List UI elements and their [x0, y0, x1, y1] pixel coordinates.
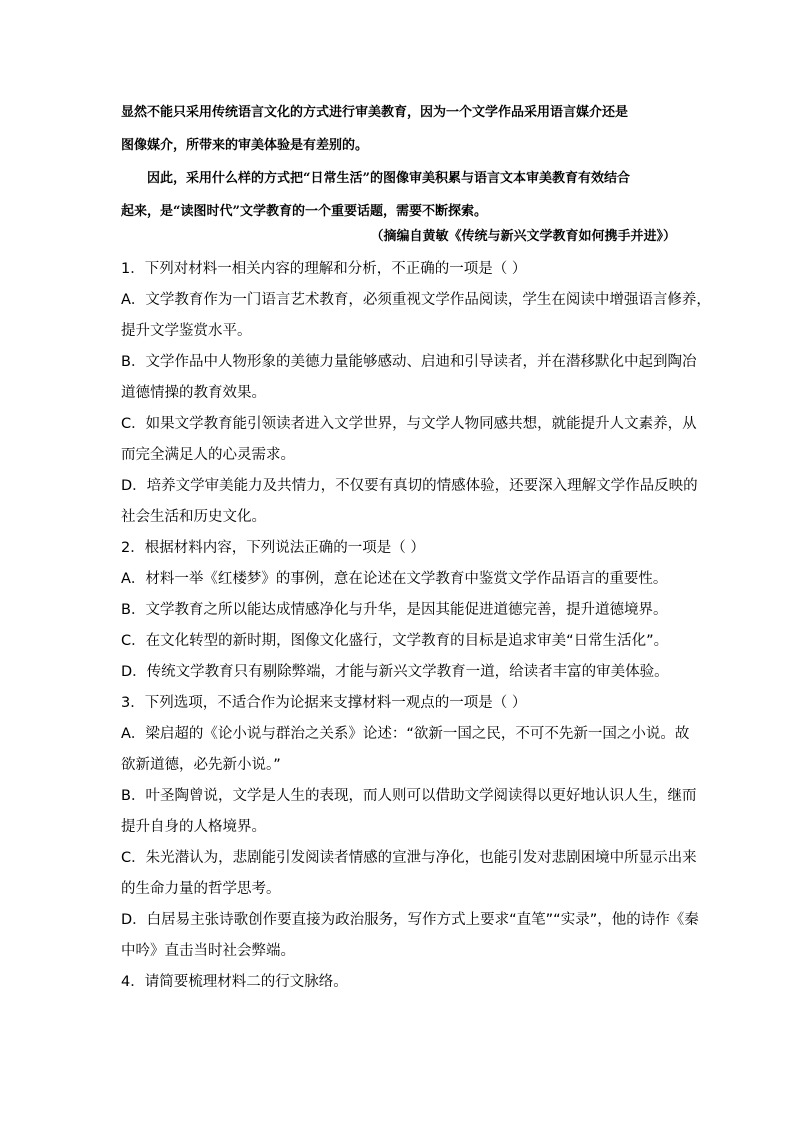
option-c-continued: 而完全满足人的心灵需求。	[121, 447, 295, 463]
option-d: D．培养文学审美能力及共情力，不仅要有真切的情感体验，还要深入理解文学作品反映的	[121, 478, 698, 494]
option-d: D．传统文学教育只有剔除弊端，才能与新兴文学教育一道，给读者丰富的审美体验。	[121, 664, 669, 680]
option-a: A．梁启超的《论小说与群治之关系》论述：“欲新一国之民，不可不先新一国之小说。故	[121, 726, 690, 742]
question-stem: 1．下列对材料一相关内容的理解和分析，不正确的一项是（ ）	[121, 261, 527, 277]
question-1	[121, 254, 711, 533]
option-b-continued: 道德情操的教育效果。	[121, 385, 266, 401]
material-line: 图像媒介，所带来的审美体验是有差别的。	[121, 138, 369, 153]
option-c-continued: 的生命力量的哲学思考。	[121, 881, 281, 897]
material-line: 显然不能只采用传统语言文化的方式进行审美教育，因为一个文学作品采用语言媒介还是	[121, 105, 629, 120]
option-d-continued: 社会生活和历史文化。	[121, 509, 266, 525]
option-d: D．白居易主张诗歌创作要直接为政治服务，写作方式上要求“直笔”“实录”，他的诗作《秦	[121, 912, 699, 928]
material-text-block	[121, 96, 681, 228]
question-stem: 3．下列选项，不适合作为论据来支撑材料一观点的一项是（ ）	[121, 695, 527, 711]
option-c: C．朱光潜认为，悲剧能引发阅读者情感的宣泄与净化，也能引发对悲剧困境中所显示出来	[121, 850, 697, 866]
option-c: C．在文化转型的新时期，图像文化盛行，文学教育的目标是追求审美“日常生活化”。	[121, 633, 669, 649]
material-source-citation: （摘编自黄敏《传统与新兴文学教育如何携手并进》）	[370, 229, 676, 244]
material-line: 起来，是“读图时代”文学教育的一个重要话题，需要不断探索。	[121, 204, 487, 219]
option-b: B．文学作品中人物形象的美德力量能够感动、启迪和引导读者，并在潜移默化中起到陶冶	[121, 354, 697, 370]
question-stem: 2．根据材料内容，下列说法正确的一项是（ ）	[121, 540, 425, 556]
question-2	[121, 533, 681, 688]
option-a-continued: 欲新道德，必先新小说。”	[121, 757, 281, 773]
question-4	[121, 967, 681, 998]
option-b: B．叶圣陶曾说，文学是人生的表现，而人则可以借助文学阅读得以更好地认识人生，继而	[121, 788, 697, 804]
option-a-continued: 提升文学鉴赏水平。	[121, 323, 252, 339]
question-stem: 4．请简要梳理材料二的行文脉络。	[121, 974, 348, 990]
option-b: B．文学教育之所以能达成情感净化与升华，是因其能促进道德完善，提升道德境界。	[121, 602, 668, 618]
option-a: A．文学教育作为一门语言艺术教育，必须重视文学作品阅读，学生在阅读中增强语言修养，	[121, 292, 711, 308]
option-c: C．如果文学教育能引领读者进入文学世界，与文学人物同感共想，就能提升人文素养，从	[121, 416, 697, 432]
material-line: 因此，采用什么样的方式把“日常生活”的图像审美积累与语言文本审美教育有效结合	[147, 171, 630, 186]
question-3	[121, 688, 699, 967]
option-d-continued: 中吟》直击当时社会弊端。	[121, 943, 295, 959]
question-list	[121, 254, 711, 998]
option-b-continued: 提升自身的人格境界。	[121, 819, 266, 835]
option-a: A．材料一举《红楼梦》的事例，意在论述在文学教育中鉴赏文学作品语言的重要性。	[121, 571, 668, 587]
